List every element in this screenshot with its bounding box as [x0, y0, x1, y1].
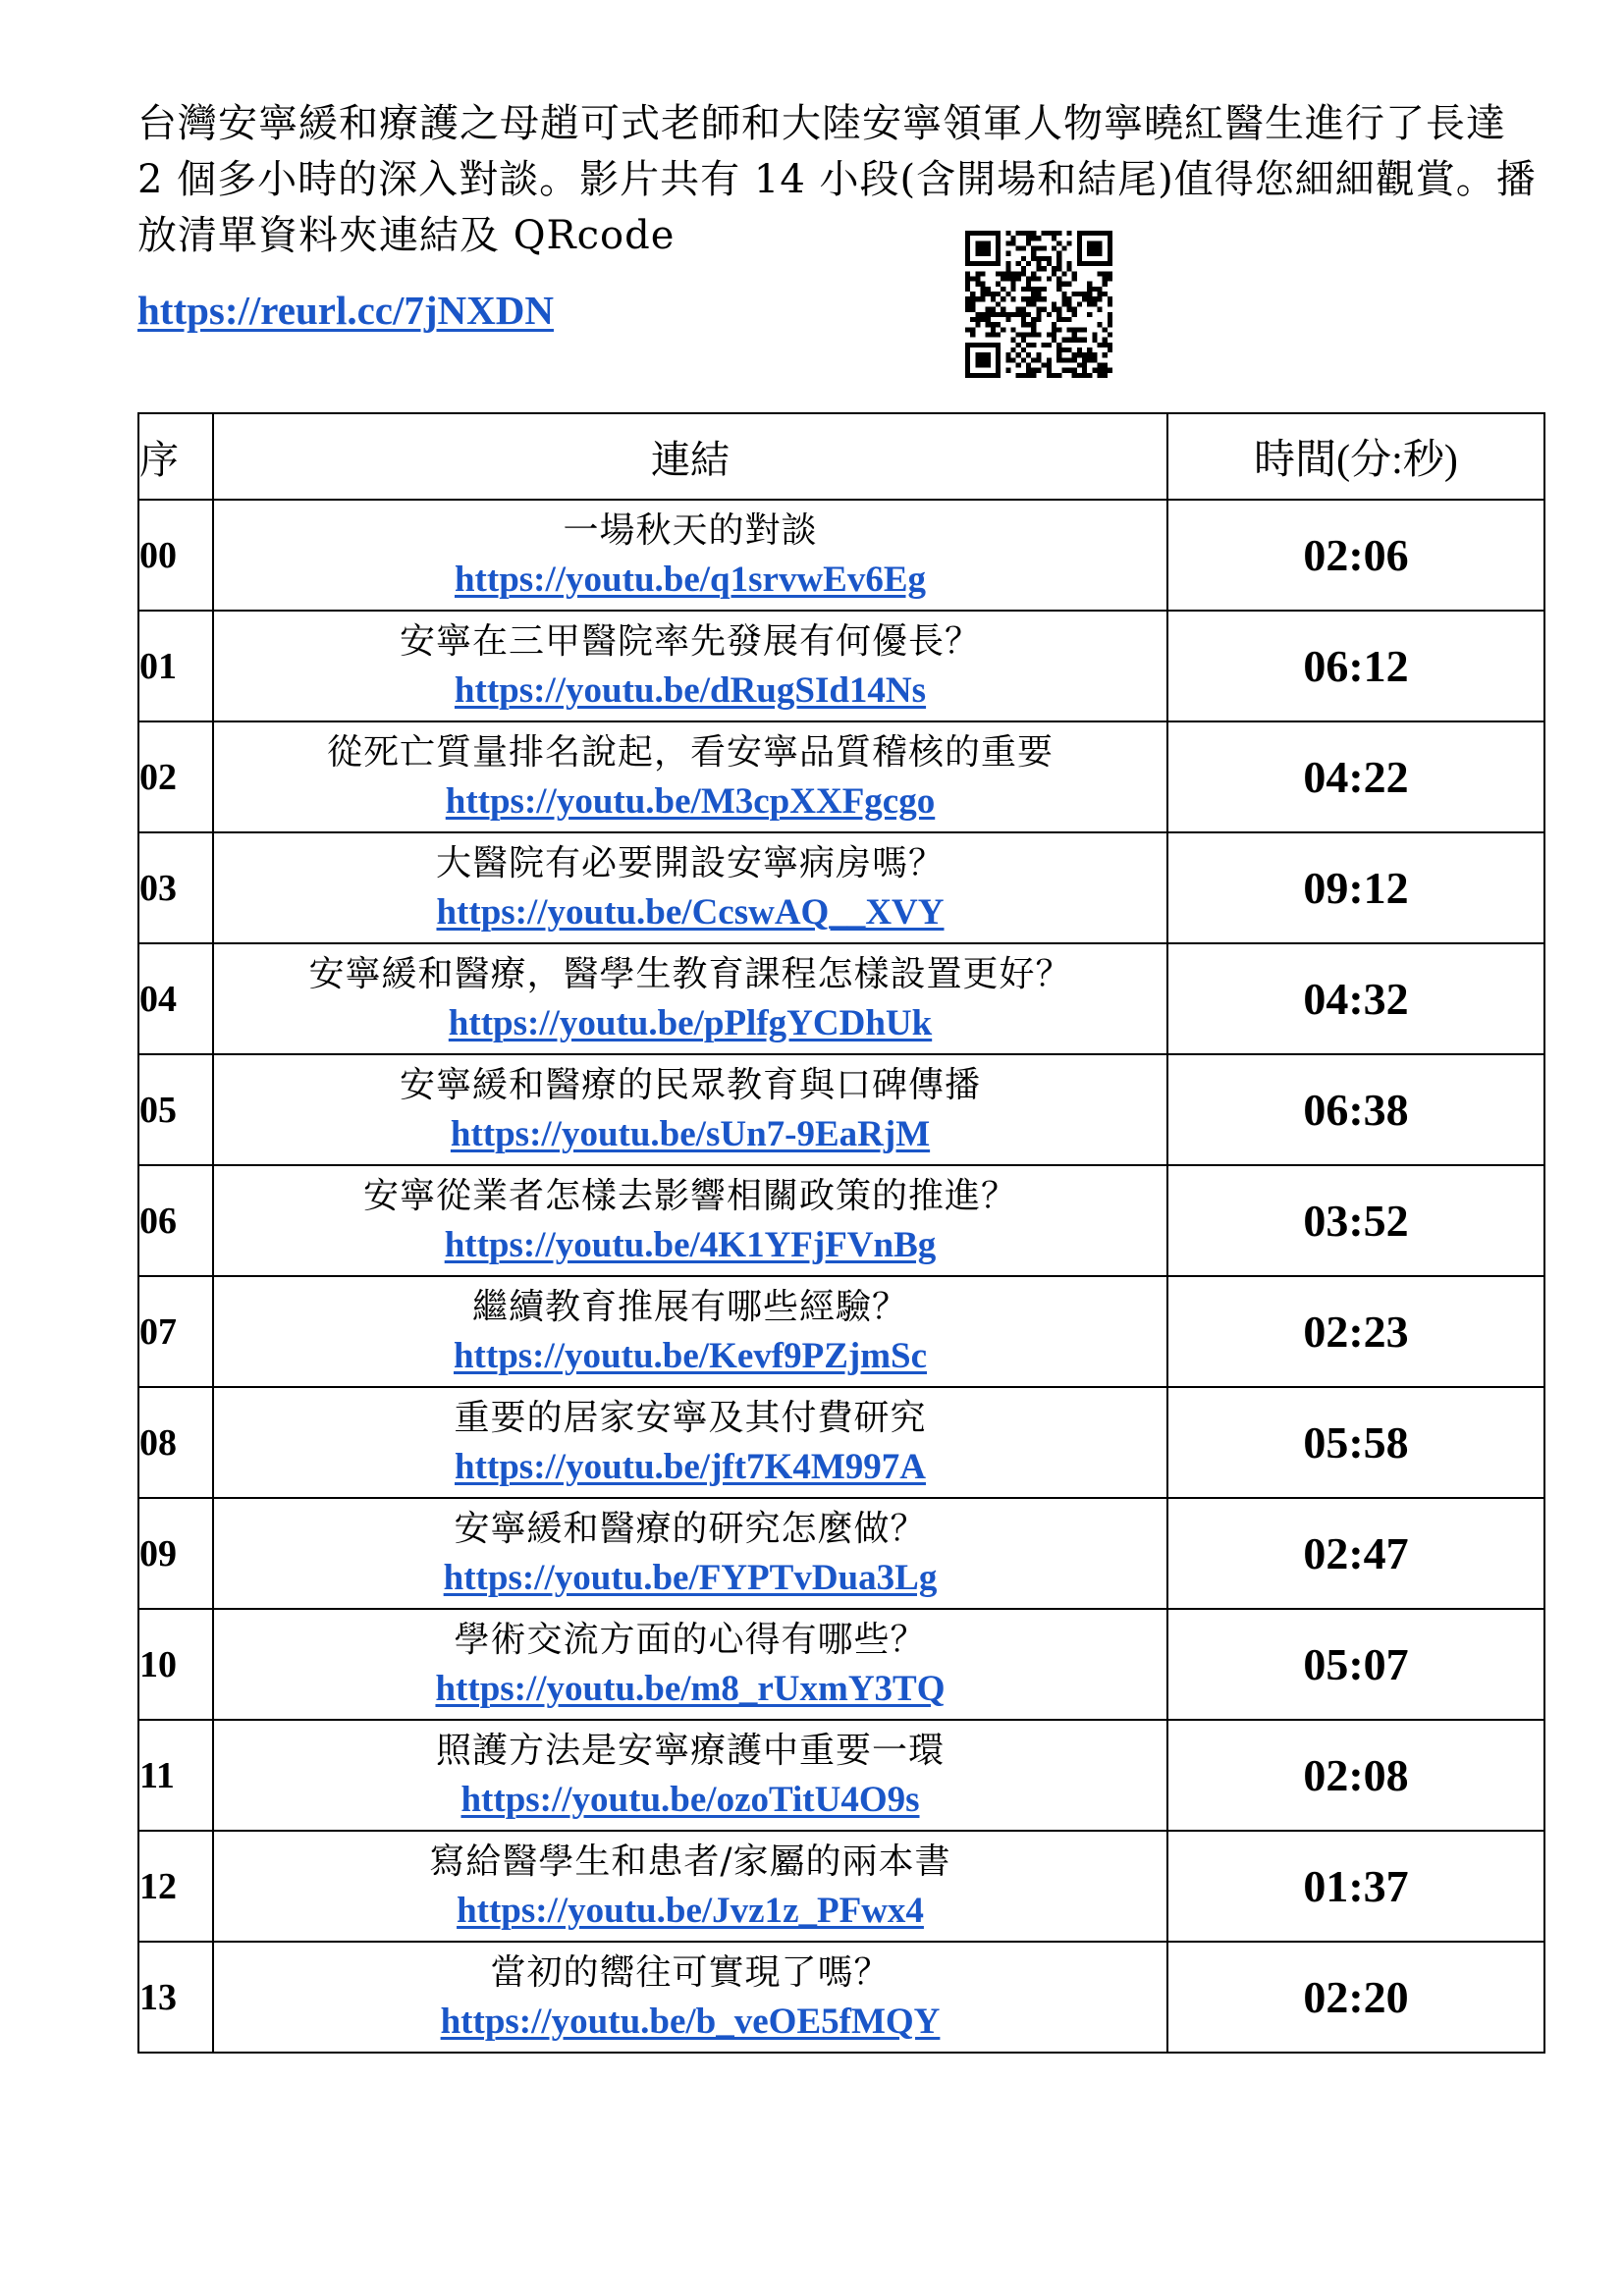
row-link-cell [213, 1831, 1167, 1942]
row-time: 04:32 [1167, 943, 1544, 1054]
row-seq: 08 [138, 1387, 213, 1498]
row-seq: 07 [138, 1276, 213, 1387]
row-url-link[interactable]: https://youtu.be/dRugSId14Ns [454, 669, 927, 711]
table-row [138, 1720, 1544, 1831]
table-row [138, 832, 1544, 943]
row-title: 當初的嚮往可實現了嗎？ [490, 1951, 891, 1993]
row-url-link[interactable]: https://youtu.be/b_veOE5fMQY [440, 2001, 941, 2042]
row-link-cell [213, 500, 1167, 611]
row-url-link[interactable]: https://youtu.be/jft7K4M997A [455, 1446, 926, 1487]
row-title: 重要的居家安寧及其付費研究 [454, 1397, 927, 1438]
row-link-cell [213, 611, 1167, 721]
row-title: 安寧緩和醫療的研究怎麼做？ [454, 1508, 927, 1549]
row-title: 安寧緩和醫療，醫學生教育課程怎樣設置更好？ [308, 953, 1072, 994]
row-title: 大醫院有必要開設安寧病房嗎？ [435, 842, 945, 883]
row-seq: 03 [138, 832, 213, 943]
row-link-cell [213, 721, 1167, 832]
table-row [138, 1498, 1544, 1609]
table-row [138, 1276, 1544, 1387]
row-time: 05:58 [1167, 1387, 1544, 1498]
table-row [138, 1609, 1544, 1720]
row-url-link[interactable]: https://youtu.be/Kevf9PZjmSc [453, 1335, 928, 1376]
row-url-link[interactable]: https://youtu.be/Jvz1z_PFwx4 [457, 1890, 924, 1931]
table-row [138, 1942, 1544, 2053]
row-url-link[interactable]: https://youtu.be/m8_rUxmY3TQ [435, 1668, 946, 1709]
row-time: 02:23 [1167, 1276, 1544, 1387]
header-seq: 序 [138, 413, 213, 500]
row-url-link[interactable]: https://youtu.be/ozoTitU4O9s [460, 1779, 920, 1820]
row-seq: 12 [138, 1831, 213, 1942]
table-row [138, 1387, 1544, 1498]
row-seq: 01 [138, 611, 213, 721]
row-title: 安寧在三甲醫院率先發展有何優長？ [399, 620, 981, 662]
row-url-link[interactable]: https://youtu.be/CcswAQ__XVY [436, 891, 945, 933]
row-title: 寫給醫學生和患者/家屬的兩本書 [429, 1841, 951, 1882]
qr-code-icon [965, 231, 1112, 378]
row-url-link[interactable]: https://youtu.be/q1srvwEv6Eg [454, 559, 927, 600]
row-time: 02:47 [1167, 1498, 1544, 1609]
table-row [138, 611, 1544, 721]
row-link-cell [213, 943, 1167, 1054]
row-link-cell [213, 1165, 1167, 1276]
row-title: 學術交流方面的心得有哪些？ [454, 1619, 927, 1660]
row-url-link[interactable]: https://youtu.be/pPlfgYCDhUk [448, 1002, 933, 1043]
row-url-link[interactable]: https://youtu.be/4K1YFjFVnBg [444, 1224, 937, 1265]
row-link-cell [213, 1609, 1167, 1720]
header-time: 時間(分:秒) [1167, 413, 1544, 500]
row-link-cell [213, 1054, 1167, 1165]
row-title: 一場秋天的對談 [563, 509, 818, 551]
table-row [138, 1054, 1544, 1165]
row-url-link[interactable]: https://youtu.be/sUn7-9EaRjM [450, 1113, 931, 1154]
row-time: 05:07 [1167, 1609, 1544, 1720]
table-row [138, 943, 1544, 1054]
table-header-row [138, 413, 1544, 500]
row-title: 繼續教育推展有哪些經驗？ [471, 1286, 908, 1327]
row-seq: 02 [138, 721, 213, 832]
playlist-link[interactable]: https://reurl.cc/7jNXDN [137, 288, 554, 333]
row-link-cell [213, 832, 1167, 943]
intro-text: 台灣安寧緩和療護之母趙可式老師和大陸安寧領軍人物寧曉紅醫生進行了長達 2 個多小時的深入對談。影片共有 14 小段(含開場和結尾)值得您細細觀賞。播放清單資料夾連結及 QRcode [137, 101, 1537, 258]
row-title: 照護方法是安寧療護中重要一環 [435, 1730, 945, 1771]
row-time: 06:12 [1167, 611, 1544, 721]
row-seq: 05 [138, 1054, 213, 1165]
row-time: 02:08 [1167, 1720, 1544, 1831]
row-time: 02:06 [1167, 500, 1544, 611]
row-link-cell [213, 1720, 1167, 1831]
row-seq: 11 [138, 1720, 213, 1831]
row-link-cell [213, 1276, 1167, 1387]
table-row [138, 721, 1544, 832]
row-seq: 09 [138, 1498, 213, 1609]
row-link-cell [213, 1498, 1167, 1609]
playlist-table [137, 412, 1545, 2054]
row-title: 安寧緩和醫療的民眾教育與口碑傳播 [399, 1064, 981, 1105]
row-seq: 10 [138, 1609, 213, 1720]
row-time: 09:12 [1167, 832, 1544, 943]
row-time: 03:52 [1167, 1165, 1544, 1276]
table-row [138, 1165, 1544, 1276]
row-seq: 13 [138, 1942, 213, 2053]
row-link-cell [213, 1387, 1167, 1498]
row-time: 04:22 [1167, 721, 1544, 832]
header-link: 連結 [213, 413, 1167, 500]
row-link-cell [213, 1942, 1167, 2053]
row-seq: 06 [138, 1165, 213, 1276]
row-seq: 00 [138, 500, 213, 611]
row-url-link[interactable]: https://youtu.be/FYPTvDua3Lg [443, 1557, 938, 1598]
row-title: 安寧從業者怎樣去影響相關政策的推進？ [362, 1175, 1017, 1216]
row-url-link[interactable]: https://youtu.be/M3cpXXFgcgo [445, 780, 936, 822]
row-title: 從死亡質量排名說起，看安寧品質稽核的重要 [326, 731, 1054, 773]
row-time: 02:20 [1167, 1942, 1544, 2053]
table-row [138, 1831, 1544, 1942]
row-time: 06:38 [1167, 1054, 1544, 1165]
row-seq: 04 [138, 943, 213, 1054]
row-time: 01:37 [1167, 1831, 1544, 1942]
table-row [138, 500, 1544, 611]
